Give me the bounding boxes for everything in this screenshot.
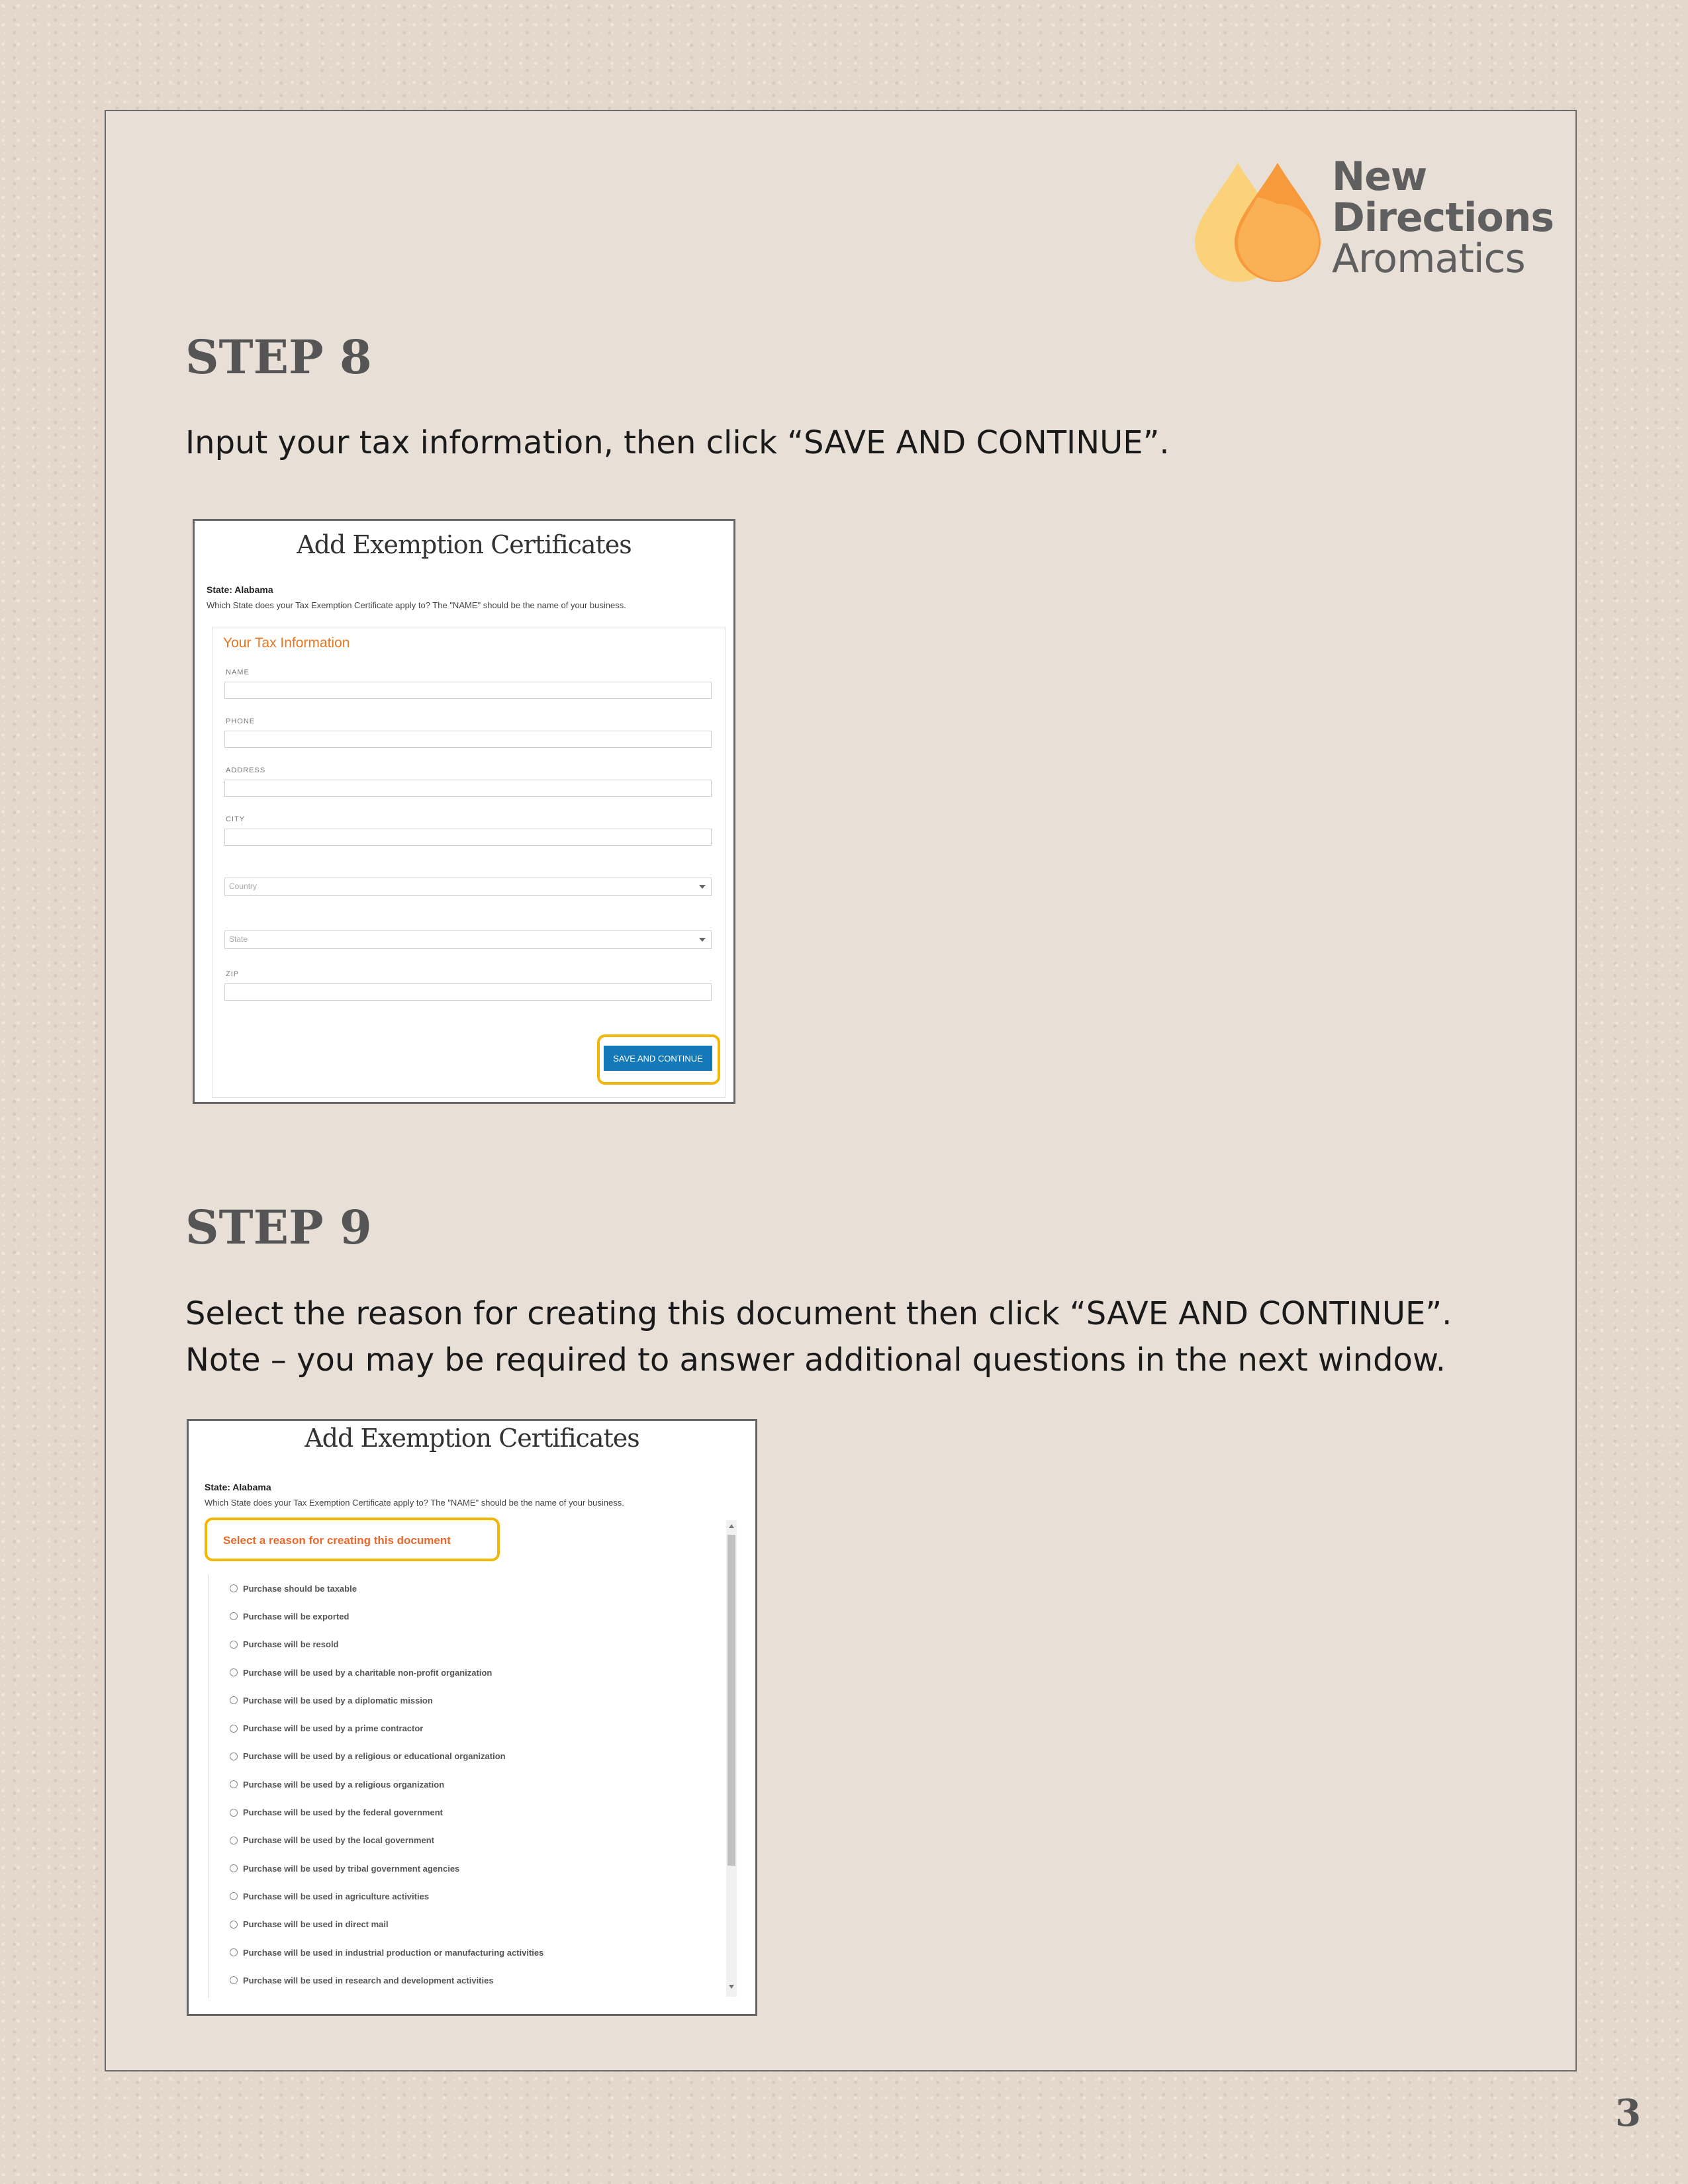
radio-button[interactable] <box>230 1612 238 1620</box>
reason-label: Purchase will be resold <box>243 1639 339 1650</box>
radio-button[interactable] <box>230 1809 238 1817</box>
reason-label: Purchase will be used in industrial production or manufacturing activities <box>243 1947 544 1958</box>
step-9-instruction-line-1: Select the reason for creating this document then click “SAVE AND CONTINUE”. <box>185 1295 1452 1332</box>
reason-label: Purchase will be used by tribal government agencies <box>243 1863 460 1874</box>
city-label: CITY <box>226 815 246 823</box>
reason-label: Purchase will be used by a diplomatic mission <box>243 1695 433 1706</box>
reason-option[interactable] <box>230 1966 543 1994</box>
reason-option[interactable] <box>230 1659 543 1686</box>
step-9-instruction-line-2: Note – you may be required to answer additional questions in the next window. <box>185 1342 1446 1379</box>
state-select[interactable] <box>224 931 712 949</box>
state-description: Which State does your Tax Exemption Certificate apply to? The "NAME" should be the name of your business. <box>207 600 626 610</box>
name-label: NAME <box>226 668 250 676</box>
step-8-screenshot <box>193 519 735 1104</box>
reason-label: Purchase will be used by a charitable non-profit organization <box>243 1667 492 1678</box>
reason-list <box>230 1574 543 1994</box>
reason-label: Purchase will be used by a religious organization <box>243 1779 445 1790</box>
radio-button[interactable] <box>230 1752 238 1760</box>
scrollbar-thumb[interactable] <box>727 1535 735 1866</box>
radio-button[interactable] <box>230 1584 238 1592</box>
reason-option[interactable] <box>230 1770 543 1798</box>
reason-label: Purchase will be exported <box>243 1611 350 1621</box>
radio-button[interactable] <box>230 1696 238 1704</box>
form-heading: Your Tax Information <box>223 635 350 651</box>
radio-button[interactable] <box>230 1725 238 1733</box>
radio-button[interactable] <box>230 1948 238 1956</box>
step-8-instruction: Input your tax information, then click “SAVE AND CONTINUE”. <box>185 424 1170 461</box>
reason-option[interactable] <box>230 1938 543 1966</box>
phone-label: PHONE <box>226 717 256 725</box>
radio-button[interactable] <box>230 1976 238 1984</box>
reason-option[interactable] <box>230 1854 543 1882</box>
reason-label: Purchase will be used in research and development activities <box>243 1975 494 1985</box>
zip-label: ZIP <box>226 970 240 978</box>
phone-input[interactable] <box>224 731 712 748</box>
reason-label: Purchase will be used by the local government <box>243 1835 434 1846</box>
reason-label: Purchase should be taxable <box>243 1583 357 1594</box>
logo-text-new: New <box>1332 154 1427 200</box>
reason-option[interactable] <box>230 1574 543 1602</box>
chevron-down-icon <box>699 885 706 889</box>
reason-option[interactable] <box>230 1631 543 1659</box>
city-input[interactable] <box>224 829 712 846</box>
state-label: State: Alabama <box>205 1482 271 1492</box>
reason-label: Purchase will be used in agriculture activities <box>243 1891 430 1901</box>
page-number: 3 <box>1615 2091 1641 2135</box>
radio-button[interactable] <box>230 1921 238 1929</box>
company-logo <box>1192 154 1554 282</box>
scroll-down-icon[interactable] <box>729 1985 734 1989</box>
state-description: Which State does your Tax Exemption Certificate apply to? The "NAME" should be the name of your business. <box>205 1498 624 1508</box>
reason-option[interactable] <box>230 1602 543 1630</box>
scroll-up-icon[interactable] <box>729 1524 734 1528</box>
reason-option[interactable] <box>230 1882 543 1910</box>
radio-button[interactable] <box>230 1641 238 1649</box>
reason-option[interactable] <box>230 1827 543 1854</box>
radio-button[interactable] <box>230 1837 238 1844</box>
country-select[interactable] <box>224 878 712 896</box>
reason-label: Purchase will be used by a prime contractor <box>243 1723 424 1734</box>
step-9-title: STEP 9 <box>185 1200 372 1255</box>
reason-option[interactable] <box>230 1798 543 1826</box>
radio-button[interactable] <box>230 1780 238 1788</box>
reason-option[interactable] <box>230 1686 543 1714</box>
reason-option[interactable] <box>230 1911 543 1938</box>
name-input[interactable] <box>224 682 712 699</box>
reason-label: Purchase will be used in direct mail <box>243 1919 389 1930</box>
reason-option[interactable] <box>230 1714 543 1742</box>
reason-heading: Select a reason for creating this document <box>223 1534 451 1547</box>
radio-button[interactable] <box>230 1668 238 1676</box>
country-placeholder: Country <box>229 882 258 891</box>
step-9-screenshot <box>187 1419 757 2016</box>
radio-button[interactable] <box>230 1864 238 1872</box>
chevron-down-icon <box>699 938 706 942</box>
save-and-continue-button[interactable]: SAVE AND CONTINUE <box>604 1046 712 1071</box>
reason-label: Purchase will be used by the federal government <box>243 1807 443 1818</box>
address-input[interactable] <box>224 780 712 797</box>
screenshot-title: Add Exemption Certificates <box>305 1424 639 1453</box>
screenshot-title: Add Exemption Certificates <box>297 530 632 559</box>
zip-input[interactable] <box>224 983 712 1001</box>
logo-text-directions: Directions <box>1332 195 1554 241</box>
step-8-title: STEP 8 <box>185 330 372 385</box>
radio-button[interactable] <box>230 1892 238 1900</box>
reason-option[interactable] <box>230 1743 543 1770</box>
address-label: ADDRESS <box>226 766 266 774</box>
state-placeholder: State <box>229 934 248 944</box>
logo-text-aromatics: Aromatics <box>1332 236 1525 282</box>
oil-drops-icon <box>1192 156 1331 282</box>
state-label: State: Alabama <box>207 584 273 595</box>
reason-label: Purchase will be used by a religious or educational organization <box>243 1751 506 1762</box>
tax-info-form <box>212 627 726 1098</box>
